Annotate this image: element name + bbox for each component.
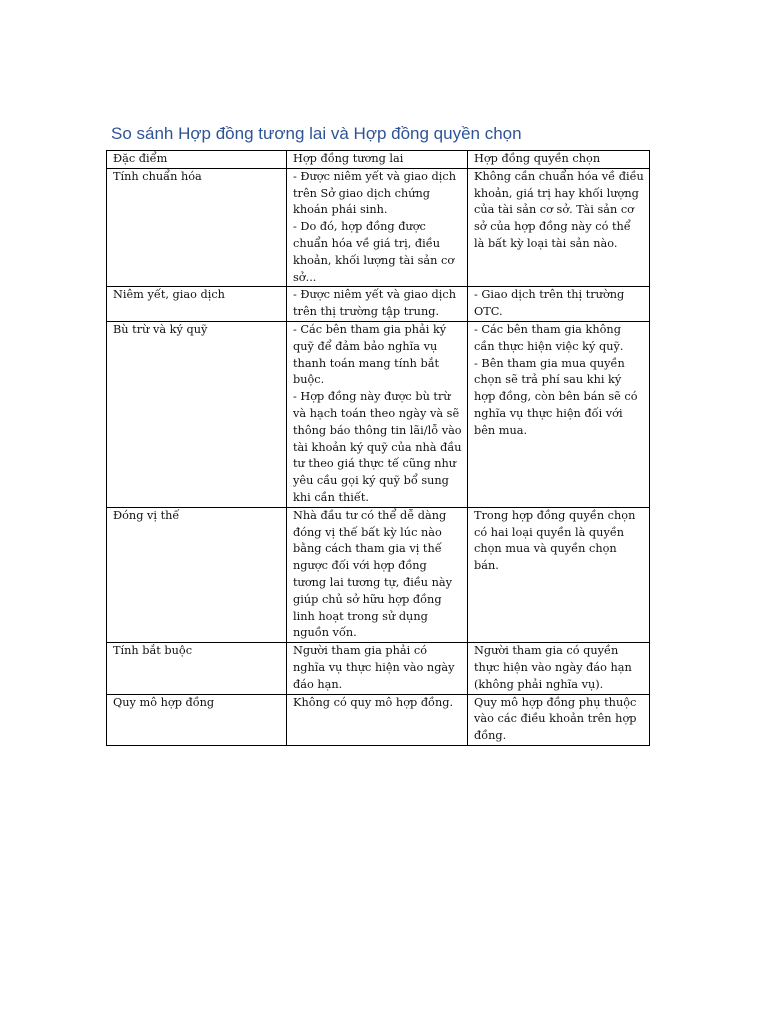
header-options: Hợp đồng quyền chọn [468,151,650,169]
header-feature: Đặc điểm [107,151,287,169]
futures-cell [287,643,468,694]
feature-cell: Tính bắt buộc [107,643,287,694]
options-text: Người tham gia có quyền thực hiện vào ngày đáo hạn (không phải nghĩa vụ). [474,644,632,691]
table-row [107,321,650,507]
header-futures: Hợp đồng tương lai [287,151,468,169]
table-row [107,507,650,642]
options-text: - Bên tham gia mua quyền chọn sẽ trả phí sau khi ký hợp đồng, còn bên bán sẽ có nghĩa vụ thực hiện đối với bên mua. [474,356,638,437]
options-cell [468,694,650,745]
options-cell [468,507,650,642]
feature-cell: Tính chuẩn hóa [107,168,287,287]
table-header-row [107,151,650,169]
futures-cell [287,321,468,507]
futures-text: Không có quy mô hợp đồng. [293,695,454,709]
futures-text: - Do đó, hợp đồng được chuẩn hóa về giá trị, điều khoản, khối lượng tài sản cơ sở... [293,220,455,284]
futures-cell [287,168,468,287]
options-cell [468,321,650,507]
options-cell [468,643,650,694]
options-text: Trong hợp đồng quyền chọn có hai loại quyền là quyền chọn mua và quyền chọn bán. [474,508,636,573]
page-title: So sánh Hợp đồng tương lai và Hợp đồng quyền chọn [111,124,522,143]
options-text: - Các bên tham gia không cần thực hiện việc ký quỹ. [474,322,624,353]
table-row [107,168,650,287]
futures-text: - Được niêm yết và giao dịch trên Sở giao dịch chứng khoán phái sinh. [293,169,456,217]
options-text: Quy mô hợp đồng phụ thuộc vào các điều khoản trên hợp đồng. [474,695,637,743]
table-row [107,694,650,745]
feature-cell: Quy mô hợp đồng [107,694,287,745]
options-cell [468,287,650,322]
options-cell [468,168,650,287]
table-row [107,643,650,694]
feature-cell: Đóng vị thế [107,507,287,642]
feature-cell: Niêm yết, giao dịch [107,287,287,322]
futures-cell [287,287,468,322]
table-row [107,287,650,322]
futures-cell [287,507,468,642]
futures-cell [287,694,468,745]
futures-text: - Hợp đồng này được bù trừ và hạch toán theo ngày và sẽ thông báo thông tin lãi/lỗ vào tài khoản ký quỹ của nhà đầu tư theo giá thực tế cũng như yêu cầu gọi ký quỹ bổ sung khi cần thiết. [293,390,462,504]
futures-text: - Được niêm yết và giao dịch trên thị trường tập trung. [293,288,456,319]
futures-text: Nhà đầu tư có thể dễ dàng đóng vị thế bất kỳ lúc nào bằng cách tham gia vị thế ngược đối với hợp đồng tương lai tương tự, điều này giúp chủ sở hữu hợp đồng linh hoạt trong sử dụng nguồn vốn. [293,508,453,640]
futures-text: Người tham gia phải có nghĩa vụ thực hiện vào ngày đáo hạn. [293,644,455,691]
comparison-table [106,150,650,746]
feature-cell: Bù trừ và ký quỹ [107,321,287,507]
options-text: - Giao dịch trên thị trường OTC. [474,288,625,319]
futures-text: - Các bên tham gia phải ký quỹ để đảm bảo nghĩa vụ thanh toán mang tính bắt buộc. [293,322,447,387]
options-text: Không cần chuẩn hóa về điều khoản, giá trị hay khối lượng của tài sản cơ sở. Tài sản cơ sở của hợp đồng này có thể là bất kỳ loại tài sản nào. [474,169,644,250]
